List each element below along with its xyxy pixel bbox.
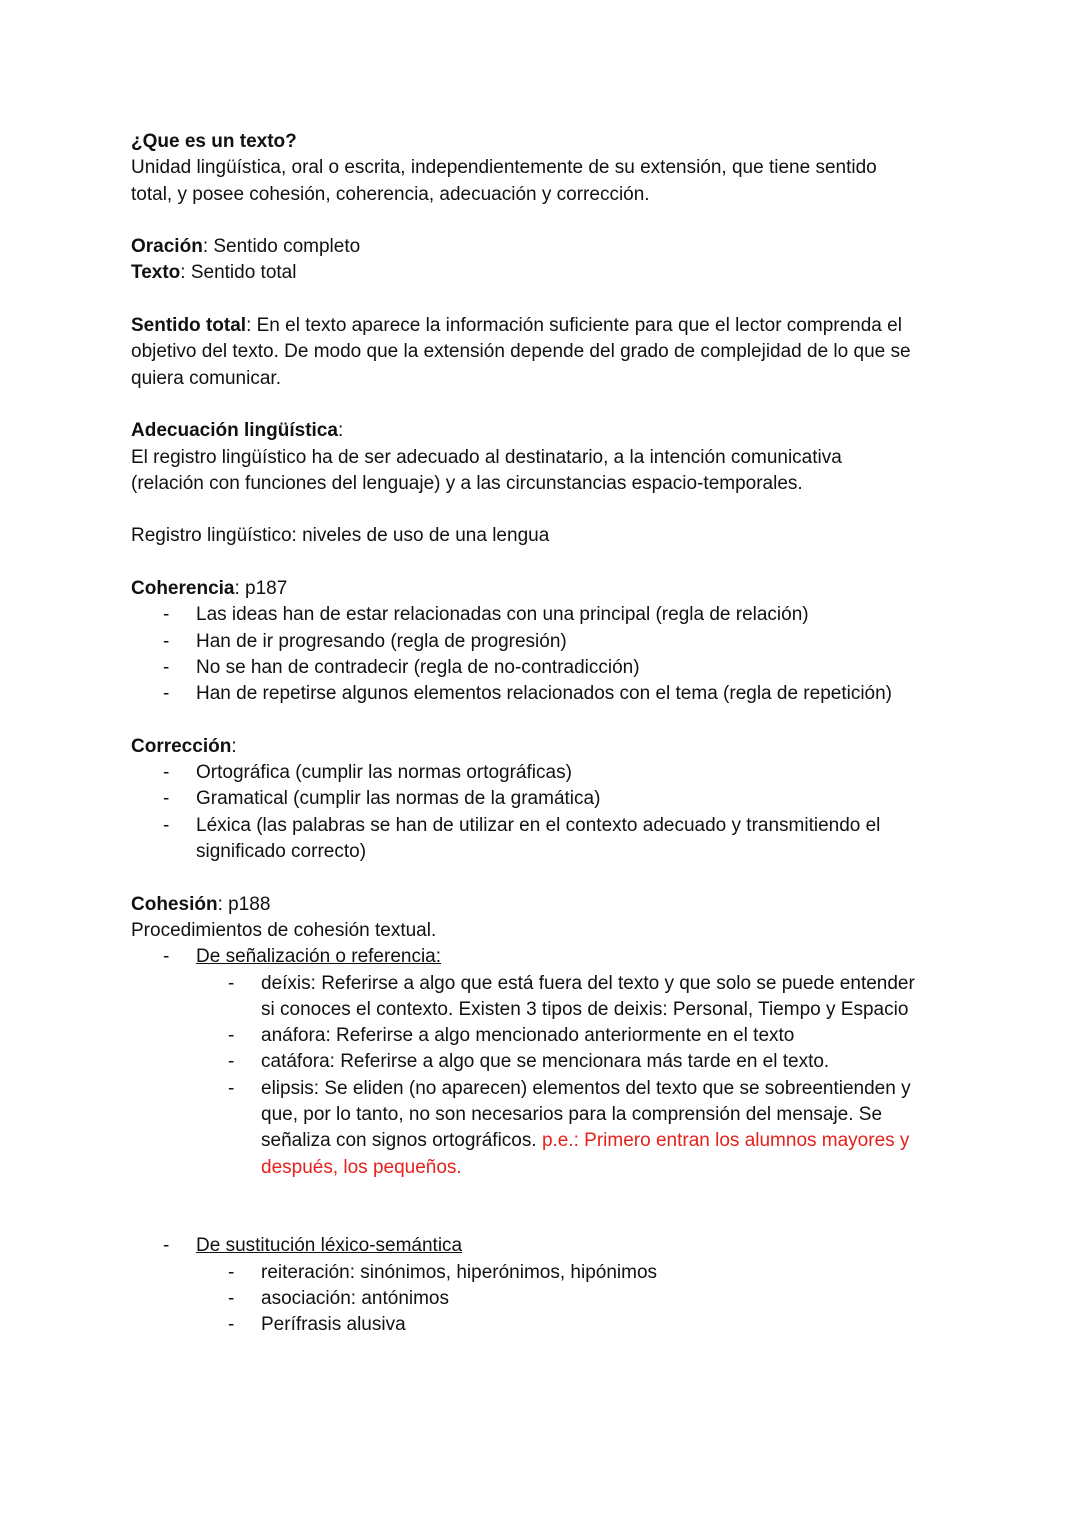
sub-list-item: - elipsis: Se eliden (no aparecen) elementos del texto que se sobreentienden y	[228, 1077, 911, 1099]
list-item: - Léxica (las palabras se han de utilizar en el contexto adecuado y transmitiendo el	[163, 814, 881, 836]
document-body	[131, 129, 1011, 1339]
list-item: - Las ideas han de estar relacionadas con una principal (regla de relación)	[163, 604, 809, 626]
correccion-heading: Corrección:	[131, 735, 237, 757]
list-item: - Gramatical (cumplir las normas de la gramática)	[163, 788, 601, 810]
sub-list-item: - deíxis: Referirse a algo que está fuera del texto y que solo se puede entender	[228, 972, 915, 994]
list-item: - No se han de contradecir (regla de no-contradicción)	[163, 656, 640, 678]
coherencia-heading: Coherencia: p187	[131, 578, 288, 600]
list-item: - De señalización o referencia:	[163, 946, 442, 968]
sub-list-item-continued: si conoces el contexto. Existen 3 tipos de deixis: Personal, Tiempo y Espacio	[261, 998, 909, 1020]
sub-list-item: - catáfora: Referirse a algo que se mencionara más tarde en el texto.	[228, 1051, 830, 1073]
sentido-line: Sentido total: En el texto aparece la información suficiente para que el lector comprenda el	[131, 315, 902, 337]
registro-line: Registro lingüístico: niveles de uso de una lengua	[131, 525, 550, 547]
adecuacion-line: El registro lingüístico ha de ser adecuado al destinatario, a la intención comunicativa	[131, 446, 842, 468]
sub-list-item-continued: señaliza con signos ortográficos. p.e.: Primero entran los alumnos mayores y	[261, 1130, 910, 1152]
list-item-continued: significado correcto)	[196, 841, 367, 863]
cohesion-heading: Cohesión: p188	[131, 893, 271, 915]
adecuacion-line: (relación con funciones del lenguaje) y a las circunstancias espacio-temporales.	[131, 472, 803, 494]
texto-line: Texto: Sentido total	[131, 262, 297, 284]
sub-list-item: - anáfora: Referirse a algo mencionado anteriormente en el texto	[228, 1025, 795, 1047]
example-text: después, los pequeños.	[261, 1156, 462, 1178]
sub-list-item: - asociación: antónimos	[228, 1288, 449, 1310]
example-text: p.e.: Primero entran los alumnos mayores y	[541, 1130, 910, 1152]
list-item: - Han de repetirse algunos elementos relacionados con el tema (regla de repetición)	[163, 683, 893, 705]
adecuacion-heading: Adecuación lingüística:	[131, 420, 344, 442]
cohesion-intro: Procedimientos de cohesión textual.	[131, 919, 437, 941]
definition-line: Unidad lingüística, oral o escrita, independientemente de su extensión, que tiene sentido	[131, 157, 877, 179]
page-title: ¿Que es un texto?	[131, 131, 297, 152]
list-item: - Han de ir progresando (regla de progresión)	[163, 630, 567, 652]
list-item: - De sustitución léxico-semántica	[163, 1235, 463, 1257]
definition-line: total, y posee cohesión, coherencia, adecuación y corrección.	[131, 183, 650, 205]
sub-list-item-continued: que, por lo tanto, no son necesarios para la comprensión del mensaje. Se	[261, 1103, 883, 1125]
oracion-line: Oración: Sentido completo	[131, 236, 361, 258]
sub-list-item: - Perífrasis alusiva	[228, 1314, 406, 1336]
list-item: - Ortográfica (cumplir las normas ortográficas)	[163, 762, 572, 784]
sub-list-item: - reiteración: sinónimos, hiperónimos, hipónimos	[228, 1261, 658, 1283]
sentido-line: objetivo del texto. De modo que la extensión depende del grado de complejidad de lo que se	[131, 341, 911, 363]
sentido-line: quiera comunicar.	[131, 367, 281, 389]
